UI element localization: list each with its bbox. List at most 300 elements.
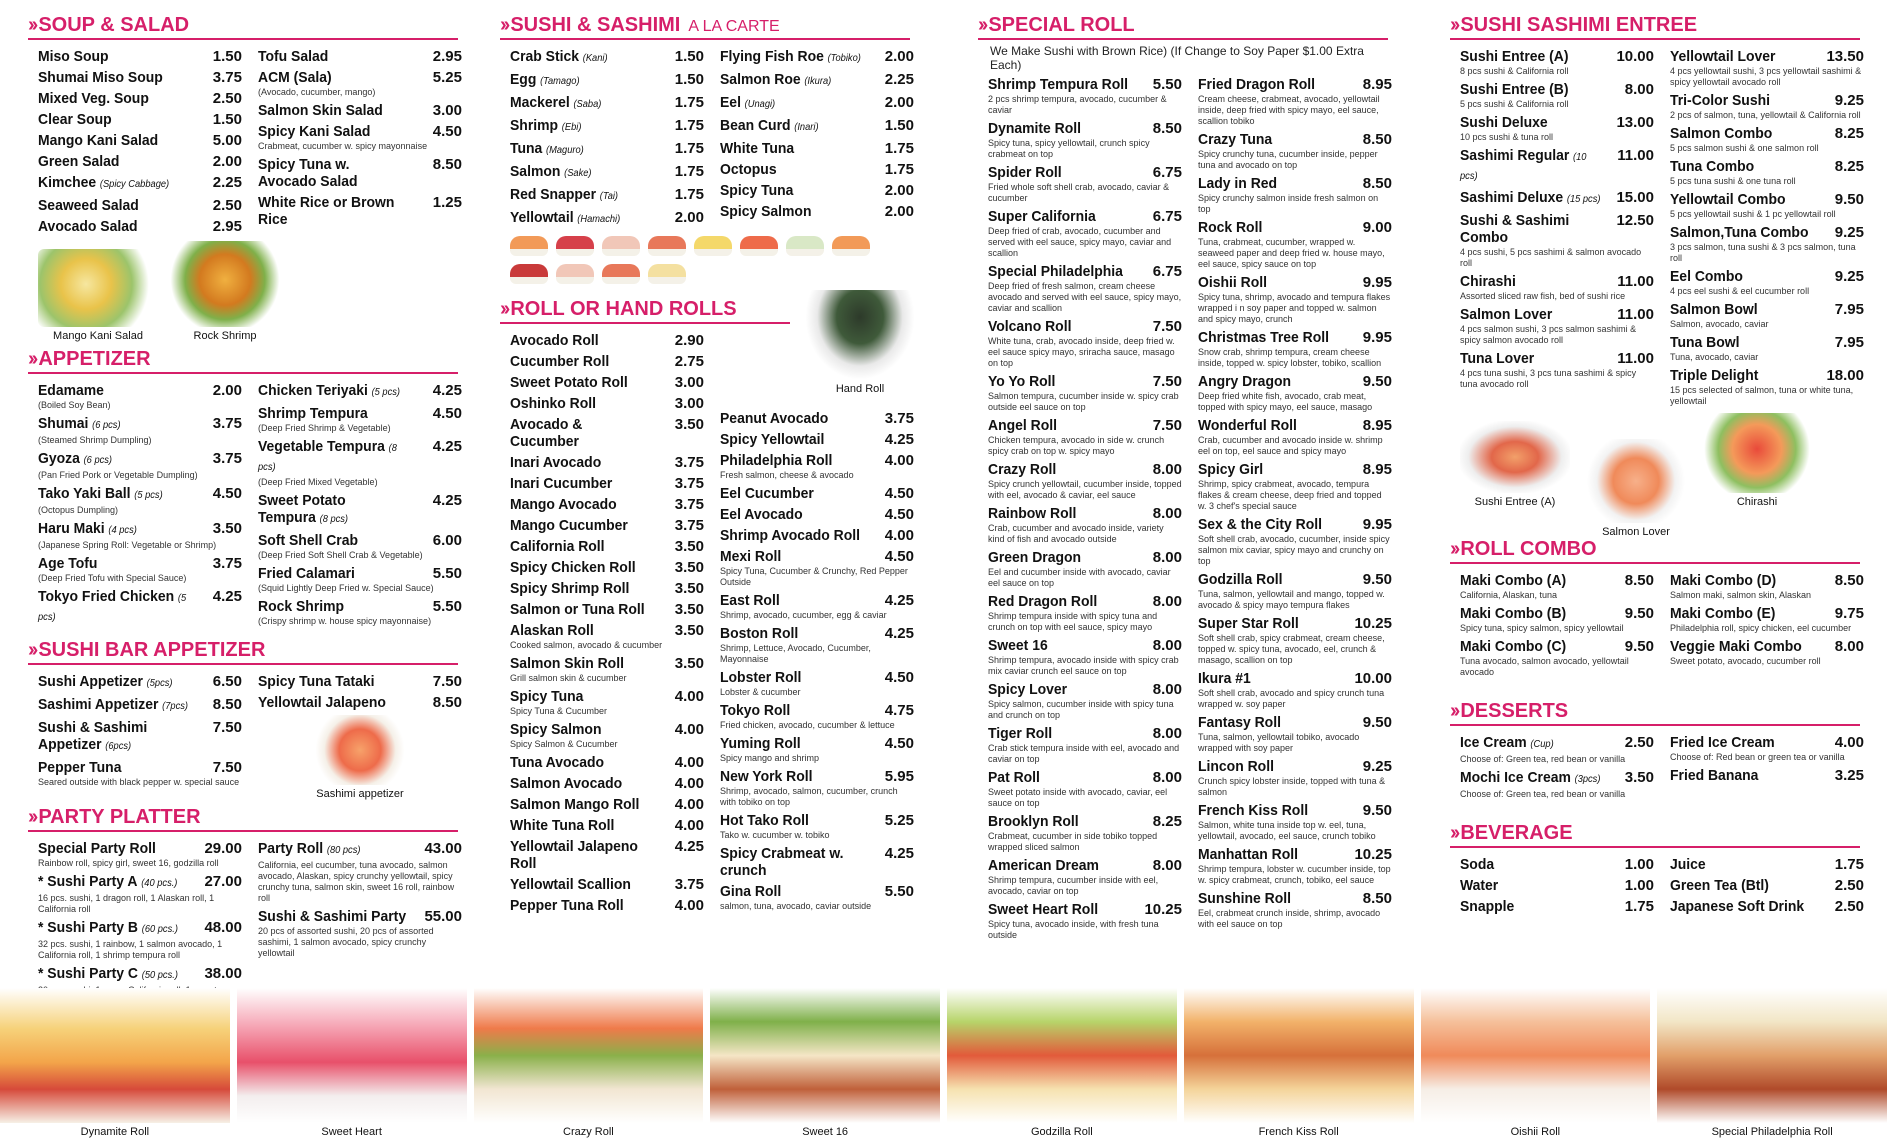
item-name: Bean Curd	[720, 117, 791, 134]
item-price: 2.50	[1834, 877, 1864, 894]
photo-caption: Sashimi appetizer	[316, 788, 404, 800]
item-price: 2.25	[212, 174, 242, 191]
item-price: 1.75	[674, 94, 704, 111]
item-price: 8.50	[1362, 175, 1392, 192]
item-name: Shrimp	[510, 117, 559, 134]
menu-item	[1670, 877, 1864, 894]
item-name: Party Roll	[258, 840, 324, 857]
item-name: Sweet Potato Roll	[510, 374, 628, 391]
item-name: White Tuna	[720, 140, 795, 157]
nigiri-image	[786, 236, 824, 256]
item-description: Spicy tuna, spicy yellowtail, crunch spicy crabmeat on top	[988, 138, 1150, 159]
item-name: Chicken Teriyaki	[258, 382, 368, 399]
item-name: Spicy Crabmeat w. crunch	[720, 845, 844, 879]
item-name: Eel Combo	[1670, 268, 1743, 285]
menu-item	[720, 845, 914, 879]
menu-item	[1198, 131, 1392, 171]
food-image	[805, 290, 915, 380]
item-price: 2.00	[212, 153, 242, 170]
food-image	[947, 988, 1177, 1123]
item-description: 5 pcs sushi & California roll	[1460, 99, 1569, 109]
menu-item	[1198, 758, 1392, 798]
section-appetizer	[28, 348, 468, 631]
photo-crazy-roll	[474, 988, 704, 1138]
menu-item	[1198, 76, 1392, 127]
item-description: Sweet potato inside with avocado, caviar, eel sauce on top	[988, 787, 1168, 808]
item-price: 2.00	[674, 209, 704, 226]
menu-item	[510, 517, 704, 534]
item-name: Lincon Roll	[1198, 758, 1274, 775]
menu-item	[720, 812, 914, 841]
item-price: 8.50	[1362, 890, 1392, 907]
item-name: Yellowtail Lover	[1670, 48, 1776, 65]
item-name: Shrimp Avocado Roll	[720, 527, 861, 544]
item-description: Tuna, crabmeat, cucumber, wrapped w. seaweed paper and deep fried w. house mayo, eel sauce, spicy sauce on top	[1198, 237, 1385, 269]
item-price: 8.00	[1152, 593, 1182, 610]
item-name: Sashimi Regular	[1460, 147, 1570, 164]
item-price: 29.00	[204, 840, 242, 857]
item-price: 1.50	[674, 71, 704, 88]
food-image	[1586, 439, 1686, 523]
menu-item	[258, 382, 462, 401]
item-name: Shrimp Tempura Roll	[988, 76, 1129, 93]
item-price: 9.95	[1362, 274, 1392, 291]
item-name: Juice	[1670, 856, 1706, 873]
item-name: Ice Cream	[1460, 734, 1527, 751]
item-qty: (Spicy Cabbage)	[99, 179, 170, 190]
item-name: Red Dragon Roll	[988, 593, 1098, 610]
photo-caption: Special Philadelphia Roll	[1711, 1126, 1833, 1138]
item-description: (Japanese Spring Roll: Vegetable or Shrimp)	[38, 540, 217, 550]
item-name: Fried Dragon Roll	[1198, 76, 1316, 93]
item-price: 3.50	[674, 559, 704, 576]
item-description: Philadelphia roll, spicy chicken, eel cucumber	[1670, 623, 1852, 633]
item-price: 4.25	[212, 588, 242, 605]
menu-item	[720, 702, 914, 731]
food-image	[1184, 988, 1414, 1123]
nigiri-image	[602, 264, 640, 284]
item-name: ACM (Sala)	[258, 69, 332, 86]
item-name: Brooklyn Roll	[988, 813, 1079, 830]
item-price: 9.25	[1834, 268, 1864, 285]
item-name: Avocado Salad	[38, 218, 138, 235]
item-price: 7.95	[1834, 334, 1864, 351]
menu-item	[988, 637, 1182, 677]
photo-sashimi-appetizer	[258, 715, 462, 800]
item-description: 5 pcs yellowtail sushi & 1 pc yellowtail roll	[1670, 209, 1836, 219]
section-title: SUSHI BAR APPETIZER	[38, 639, 266, 661]
item-name: Rainbow Roll	[988, 505, 1077, 522]
item-price: 3.75	[212, 69, 242, 86]
item-description: (Crispy shrimp w. house spicy mayonnaise)	[258, 616, 432, 626]
item-price: 6.00	[432, 532, 462, 549]
item-name: Maki Combo (C)	[1460, 638, 1567, 655]
item-name: Sashimi Appetizer	[38, 696, 159, 713]
chevron-icon: ››	[28, 14, 36, 36]
chevron-icon: ››	[500, 298, 508, 320]
section-entree	[1450, 14, 1870, 538]
item-price: 3.75	[674, 517, 704, 534]
item-name: Shumai	[38, 415, 89, 432]
menu-item	[720, 592, 914, 621]
item-description: Tuna avocado, salmon avocado, yellowtail avocado	[1460, 656, 1629, 677]
item-name: Flying Fish Roe	[720, 48, 824, 65]
item-price: 3.75	[674, 496, 704, 513]
item-name: Salmon Mango Roll	[510, 796, 640, 813]
item-name: Edamame	[38, 382, 104, 399]
item-description: (Deep Fried Tofu with Special Sauce)	[38, 573, 187, 583]
item-name: Salmon Bowl	[1670, 301, 1758, 318]
photo-special-philadelphia-roll	[1657, 988, 1887, 1138]
item-name: Spicy Yellowtail	[720, 431, 825, 448]
item-price: 4.00	[1834, 734, 1864, 751]
item-name: Seaweed Salad	[38, 197, 139, 214]
item-name: Angel Roll	[988, 417, 1057, 434]
menu-item	[510, 332, 704, 349]
item-name: Tuna Bowl	[1670, 334, 1740, 351]
item-name: Super California	[988, 208, 1096, 225]
item-description: 5 pcs tuna sushi & one tuna roll	[1670, 176, 1796, 186]
menu-item	[510, 71, 704, 90]
menu-item	[38, 873, 242, 915]
menu-item	[38, 696, 242, 715]
item-qty: (Unagi)	[744, 99, 776, 110]
item-price: 9.25	[1834, 224, 1864, 241]
item-price: 8.50	[1152, 120, 1182, 137]
item-name: Special Party Roll	[38, 840, 156, 857]
menu-item	[510, 721, 704, 750]
item-price: 5.50	[1152, 76, 1182, 93]
item-name: Sushi & Sashimi Appetizer	[38, 719, 148, 753]
menu-item	[1460, 147, 1654, 185]
item-description: 2 pcs of salmon, tuna, yellowtail & California roll	[1670, 110, 1861, 120]
item-price: 1.75	[674, 163, 704, 180]
photo-oishii-roll	[1421, 988, 1651, 1138]
photo-sweet-heart	[237, 988, 467, 1138]
menu-item	[1198, 802, 1392, 842]
item-price: 5.50	[432, 598, 462, 615]
item-description: Lobster & cucumber	[720, 687, 801, 697]
menu-item	[1670, 734, 1864, 763]
item-description: Spicy mango and shrimp	[720, 753, 820, 763]
item-name: Tuna Combo	[1670, 158, 1755, 175]
chevron-icon: ››	[1450, 538, 1458, 560]
menu-item	[720, 506, 914, 523]
item-name: Tofu Salad	[258, 48, 329, 65]
item-name: Vegetable Tempura	[258, 438, 385, 455]
food-image	[0, 988, 230, 1123]
sushi-image-strip	[510, 236, 910, 284]
item-name: Spicy Chicken Roll	[510, 559, 636, 576]
menu-item	[38, 719, 242, 755]
item-description: Spicy tuna, avocado inside, with fresh tuna outside	[988, 919, 1159, 940]
menu-item	[1460, 898, 1654, 915]
item-list	[258, 673, 462, 711]
item-name: Salmon Combo	[1670, 125, 1773, 142]
item-name: Sweet 16	[988, 637, 1048, 654]
item-name: Octopus	[720, 161, 777, 178]
menu-item	[1198, 571, 1392, 611]
item-list	[28, 840, 248, 1011]
menu-item	[1460, 273, 1654, 302]
section-soup-salad	[28, 14, 468, 342]
item-price: 4.50	[884, 485, 914, 502]
item-price: 3.50	[1624, 769, 1654, 786]
item-price: 4.00	[674, 754, 704, 771]
item-description: Spicy tuna, shrimp, avocado and tempura flakes wrapped i n soy paper and topped w. salmon and spicy mayo, crunch	[1198, 292, 1391, 324]
photo-salmon-lover	[1586, 439, 1686, 538]
item-description: 4 pcs yellowtail sushi, 3 pcs yellowtail sashimi & spicy yellowtail avocado roll	[1670, 66, 1862, 87]
menu-item	[1670, 268, 1864, 297]
item-name: Veggie Maki Combo	[1670, 638, 1802, 655]
menu-item	[720, 883, 914, 912]
item-name: Spicy Lover	[988, 681, 1068, 698]
menu-item	[988, 461, 1182, 501]
item-name: Pat Roll	[988, 769, 1040, 786]
chevron-icon: ››	[28, 639, 36, 661]
item-qty: (5 pcs)	[134, 490, 163, 501]
item-price: 4.25	[674, 838, 704, 855]
item-name: Lobster Roll	[720, 669, 802, 686]
item-price: 8.50	[1624, 572, 1654, 589]
photo-caption: French Kiss Roll	[1258, 1126, 1339, 1138]
item-price: 8.00	[1152, 725, 1182, 742]
item-name: Yuming Roll	[720, 735, 801, 752]
item-price: 4.25	[884, 592, 914, 609]
item-price: 8.50	[432, 156, 462, 173]
item-description: Crab, cucumber and avocado inside, variety kind of fish and avocado outside	[988, 523, 1164, 544]
item-description: Spicy crunchy salmon inside fresh salmon on top	[1198, 193, 1379, 214]
item-price: 3.00	[674, 374, 704, 391]
item-name: Philadelphia Roll	[720, 452, 833, 469]
item-description: Choose of: Red bean or green tea or vanilla	[1670, 752, 1845, 762]
item-description: (Steamed Shrimp Dumpling)	[38, 435, 152, 445]
item-price: 5.95	[884, 768, 914, 785]
menu-item	[988, 120, 1182, 160]
menu-item	[258, 694, 462, 711]
section-title: ROLL COMBO	[1460, 538, 1597, 560]
item-name: Sex & the City Roll	[1198, 516, 1323, 533]
item-qty: (Cup)	[1530, 739, 1554, 750]
item-description: Tuna, salmon, yellowtail and mango, topped w. avocado & spicy mayo tempura flakes	[1198, 589, 1385, 610]
item-description: Shrimp, avocado, salmon, cucumber, crunch with tobiko on top	[720, 786, 898, 807]
item-name: * Sushi Party C	[38, 965, 139, 982]
menu-item	[38, 382, 242, 411]
menu-item	[510, 601, 704, 618]
menu-item	[1460, 306, 1654, 346]
item-description: (Octopus Dumpling)	[38, 505, 119, 515]
item-name: Tri-Color Sushi	[1670, 92, 1770, 109]
menu-item	[1670, 898, 1864, 915]
item-description: Sweet potato, avocado, cucumber roll	[1670, 656, 1821, 666]
menu-item	[720, 410, 914, 427]
item-price: 2.50	[1624, 734, 1654, 751]
item-name: Sunshine Roll	[1198, 890, 1292, 907]
item-price: 2.50	[212, 90, 242, 107]
nigiri-image	[648, 264, 686, 284]
item-name: Maki Combo (A)	[1460, 572, 1567, 589]
menu-item	[720, 527, 914, 544]
menu-item	[510, 140, 704, 159]
menu-item	[988, 505, 1182, 545]
nigiri-image	[556, 236, 594, 256]
item-list	[1660, 856, 1870, 919]
item-name: Yellowtail Combo	[1670, 191, 1786, 208]
menu-item	[38, 48, 242, 65]
item-price: 4.00	[674, 897, 704, 914]
item-name: Fantasy Roll	[1198, 714, 1281, 731]
section-rolls	[500, 298, 920, 918]
item-price: 4.50	[432, 405, 462, 422]
menu-item	[988, 208, 1182, 259]
item-list	[248, 840, 468, 1011]
menu-item	[510, 395, 704, 412]
item-price: 15.00	[1616, 189, 1654, 206]
item-description: 4 pcs eel sushi & eel cucumber roll	[1670, 286, 1810, 296]
item-description: California, Alaskan, tuna	[1460, 590, 1558, 600]
item-price: 6.75	[1152, 263, 1182, 280]
item-price: 8.95	[1362, 417, 1392, 434]
item-description: Crabmeat, cucumber w. spicy mayonnaise	[258, 141, 428, 151]
item-description: (Squid Lightly Deep Fried w. Special Sauce)	[258, 583, 434, 593]
item-price: 7.50	[432, 673, 462, 690]
menu-item	[510, 688, 704, 717]
nigiri-image	[556, 264, 594, 284]
menu-item	[720, 485, 914, 502]
item-name: Tuna	[510, 140, 543, 157]
item-name: Sashimi Deluxe	[1460, 189, 1564, 206]
menu-item	[1670, 334, 1864, 363]
item-description: 5 pcs salmon sushi & one salmon roll	[1670, 143, 1819, 153]
item-name: American Dream	[988, 857, 1099, 874]
menu-item	[1670, 158, 1864, 187]
menu-item	[1460, 81, 1654, 110]
item-description: Snow crab, shrimp tempura, cream cheese inside, topped w. spicy lobster, tobiko, scallion	[1198, 347, 1382, 368]
section-title: SPECIAL ROLL	[988, 14, 1135, 36]
item-name: Sweet Potato Tempura	[258, 492, 346, 526]
item-description: Shrimp tempura inside with spicy tuna and crunch on top with eel sauce, spicy mayo	[988, 611, 1158, 632]
item-price: 4.25	[432, 492, 462, 509]
menu-item	[258, 492, 462, 528]
menu-item	[1198, 516, 1392, 567]
item-name: French Kiss Roll	[1198, 802, 1309, 819]
item-name: Inari Avocado	[510, 454, 602, 471]
item-price: 18.00	[1826, 367, 1864, 384]
item-price: 4.00	[884, 527, 914, 544]
menu-item	[510, 622, 704, 651]
item-price: 9.75	[1834, 605, 1864, 622]
item-price: 8.00	[1152, 769, 1182, 786]
menu-item	[720, 203, 914, 220]
menu-item	[510, 897, 704, 914]
item-name: Haru Maki	[38, 520, 105, 537]
column-3	[978, 14, 1398, 951]
menu-item	[720, 140, 914, 157]
item-description: (Pan Fried Pork or Vegetable Dumpling)	[38, 470, 198, 480]
item-price: 4.50	[212, 485, 242, 502]
item-qty: (4 pcs)	[108, 525, 137, 536]
item-price: 55.00	[424, 908, 462, 925]
section-subtitle: A LA CARTE	[688, 18, 780, 35]
item-name: East Roll	[720, 592, 780, 609]
item-price: 3.50	[674, 580, 704, 597]
item-name: Tokyo Fried Chicken	[38, 588, 175, 605]
item-name: Salmon	[510, 163, 561, 180]
item-price: 9.95	[1362, 516, 1392, 533]
item-list	[1450, 734, 1660, 804]
item-qty: (15 pcs)	[1566, 194, 1601, 205]
photo-mango-kani-salad	[38, 249, 158, 342]
item-list	[500, 48, 710, 232]
menu-item	[38, 132, 242, 149]
item-name: Oishii Roll	[1198, 274, 1267, 291]
item-price: 8.95	[1362, 461, 1392, 478]
menu-item	[988, 769, 1182, 809]
menu-item	[988, 813, 1182, 853]
menu-item	[988, 76, 1182, 116]
photo-godzilla-roll	[947, 988, 1177, 1138]
item-price: 1.75	[674, 140, 704, 157]
item-description: Fried whole soft shell crab, avocado, caviar & cucumber	[988, 182, 1170, 203]
photo-caption: Godzilla Roll	[1031, 1126, 1093, 1138]
item-price: 4.25	[432, 382, 462, 399]
item-price: 12.50	[1616, 212, 1654, 229]
item-name: Maki Combo (D)	[1670, 572, 1777, 589]
column-4	[1450, 14, 1870, 925]
item-price: 3.75	[212, 555, 242, 572]
item-name: Pepper Tuna Roll	[510, 897, 624, 914]
item-name: Salmon Lover	[1460, 306, 1553, 323]
item-qty: (50 pcs.)	[141, 970, 178, 981]
item-name: Snapple	[1460, 898, 1515, 915]
item-price: 1.75	[884, 140, 914, 157]
food-image	[710, 988, 940, 1123]
menu-item	[720, 48, 914, 67]
item-name: Japanese Soft Drink	[1670, 898, 1805, 915]
item-price: 8.00	[1152, 681, 1182, 698]
chevron-icon: ››	[28, 806, 36, 828]
item-price: 7.95	[1834, 301, 1864, 318]
item-name: Salmon Avocado	[510, 775, 623, 792]
item-name: White Rice or Brown Rice	[258, 194, 395, 228]
item-price: 4.00	[674, 817, 704, 834]
menu-item	[258, 908, 462, 959]
item-name: Rock Shrimp	[258, 598, 345, 615]
section-title: PARTY PLATTER	[38, 806, 201, 828]
item-description: Tuna, avocado, caviar	[1670, 352, 1759, 362]
item-qty: (40 pcs.)	[141, 878, 178, 889]
item-price: 4.00	[674, 688, 704, 705]
section-sushi-sashimi	[500, 14, 920, 284]
menu-item	[510, 163, 704, 182]
item-price: 43.00	[424, 840, 462, 857]
item-list	[1660, 572, 1870, 682]
item-price: 3.50	[674, 416, 704, 433]
menu-item	[1198, 373, 1392, 413]
item-qty: (8 pcs)	[258, 443, 397, 473]
chevron-icon: ››	[1450, 822, 1458, 844]
menu-item	[988, 318, 1182, 369]
item-list	[710, 332, 920, 918]
item-price: 3.50	[674, 538, 704, 555]
item-description: 4 pcs sushi, 5 pcs sashimi & salmon avocado roll	[1460, 247, 1642, 268]
item-qty: (3pcs)	[1574, 774, 1601, 785]
column-1	[28, 14, 468, 1017]
item-description: Crab, cucumber and avocado inside w. shrimp eel on top, eel sauce and spicy mayo	[1198, 435, 1383, 456]
item-name: California Roll	[510, 538, 605, 555]
item-name: Avocado & Cucumber	[510, 416, 583, 450]
item-price: 1.50	[212, 48, 242, 65]
